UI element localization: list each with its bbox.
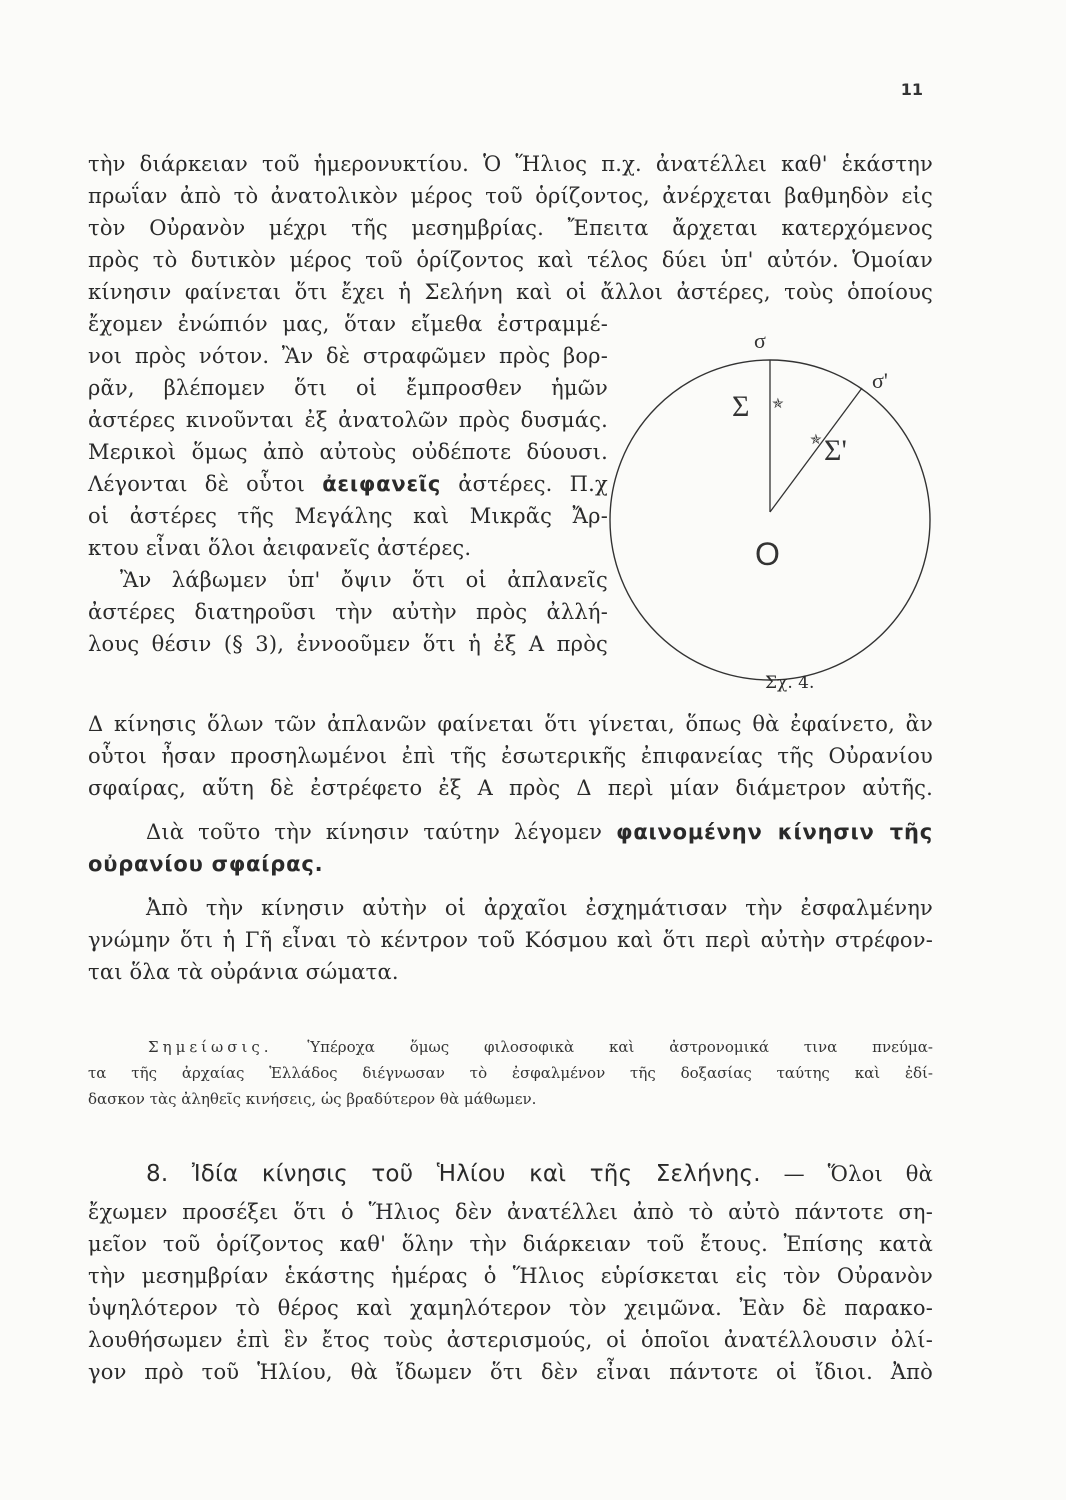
label-S: Σ — [732, 390, 750, 423]
text-line — [88, 470, 608, 498]
text-line: ὑψηλότερον τὸ θέρος καὶ χαμηλότερον τὸν χειμῶνα. Ἐὰν δὲ παρακο- — [88, 1296, 933, 1320]
text-line: οἱ ἀστέρες τῆς Μεγάλης καὶ Μικρᾶς Ἄρ- — [88, 504, 608, 528]
text-line: γνώμην ὅτι ἡ Γῆ εἶναι τὸ κέντρον τοῦ Κόσμου καὶ ὅτι περὶ αὐτὴν στρέφον- — [88, 928, 933, 952]
text-line: πρωΐαν ἀπὸ τὸ ἀνατολικὸν μέρος τοῦ ὁρίζοντος, ἀνέρχεται βαθμηδὸν εἰς — [88, 184, 933, 208]
note-line — [148, 1034, 933, 1060]
text-line: κτου εἶναι ὅλοι ἀειφανεῖς ἀστέρες. — [88, 536, 472, 560]
text-line: ρᾶν, βλέπομεν ὅτι οἱ ἔμπροσθεν ἡμῶν — [88, 376, 608, 400]
term-bold: ἀειφανεῖς — [322, 472, 442, 496]
text-run: — Ὅλοι θὰ — [783, 1162, 933, 1186]
celestial-sphere-figure — [600, 328, 940, 690]
radius-line-rotated — [770, 388, 862, 512]
text-line: λους θέσιν (§ 3), ἐννοοῦμεν ὅτι ἡ ἐξ Α πρὸς — [88, 632, 608, 656]
text-line: τὴν διάρκειαν τοῦ ἡμερονυκτίου. Ὁ Ἥλιος π.χ. ἀνατέλλει καθ' ἑκάστην — [88, 152, 933, 176]
text-line: νοι πρὸς νότον. Ἂν δὲ στραφῶμεν πρὸς βορ- — [88, 344, 608, 368]
note-line: τα τῆς ἀρχαίας Ἑλλάδος διέγνωσαν τὸ ἐσφαλμένον τῆς δοξασίας ταύτης καὶ ἐδί- — [88, 1064, 933, 1082]
page-number: 11 — [900, 80, 923, 99]
term-bold: οὐρανίου σφαίρας. — [88, 852, 324, 876]
text-line: Ἂν λάβωμεν ὑπ' ὄψιν ὅτι οἱ ἀπλανεῖς — [120, 568, 608, 592]
text-line: γον πρὸ τοῦ Ἡλίου, θὰ ἴδωμεν ὅτι δὲν εἶναι πάντοτε οἱ ἴδιοι. Ἀπὸ — [88, 1360, 933, 1384]
star-icon: ✯ — [772, 396, 784, 412]
text-line: τὴν μεσημβρίαν ἑκάστης ἡμέρας ὁ Ἥλιος εὑρίσκεται εἰς τὸν Οὐρανὸν — [88, 1264, 933, 1288]
label-S-prime: Σ' — [824, 434, 847, 467]
text-run: Διὰ τοῦτο τὴν κίνησιν ταύτην λέγομεν — [146, 820, 603, 844]
text-line: μεῖον τοῦ ὁρίζοντος καθ' ὅλην τὴν διάρκειαν τοῦ ἔτους. Ἐπίσης κατὰ — [88, 1232, 933, 1256]
note-line: δασκον τὰς ἀληθεῖς κινήσεις, ὡς βραδύτερον θὰ μάθωμεν. — [88, 1090, 537, 1108]
text-run: Ὑπέροχα ὅμως φιλοσοφικὰ καὶ ἀστρονομικά τινα πνεύμα- — [307, 1038, 933, 1056]
figure-caption: Σχ. 4. — [765, 673, 815, 693]
text-line: ἀστέρες διατηροῦσι τὴν αὐτὴν πρὸς ἀλλή- — [88, 600, 608, 624]
text-line — [146, 818, 933, 846]
text-run: Λέγονται δὲ οὗτοι — [88, 472, 306, 496]
label-O: Ο — [755, 536, 780, 572]
text-line: Δ κίνησις ὅλων τῶν ἀπλανῶν φαίνεται ὅτι γίνεται, ὅπως θὰ ἐφαίνετο, ἂν — [88, 712, 933, 736]
text-line: σφαίρας, αὕτη δὲ ἐστρέφετο ἐξ Α πρὸς Δ περὶ μίαν διάμετρον αὐτῆς. — [88, 776, 933, 800]
label-sigma: σ — [754, 328, 766, 353]
text-line: ται ὅλα τὰ οὐράνια σώματα. — [88, 960, 399, 984]
label-sigma-prime: σ' — [872, 368, 888, 393]
text-line: λουθήσωμεν ἐπὶ ἓν ἔτος τοὺς ἀστερισμούς, οἱ ὁποῖοι ἀνατέλλουσιν ὀλί- — [88, 1328, 933, 1352]
text-line: κίνησιν φαίνεται ὅτι ἔχει ἡ Σελήνη καὶ οἱ ἄλλοι ἀστέρες, τοὺς ὁποίους — [88, 280, 933, 304]
section-heading-line — [146, 1160, 933, 1188]
section-heading: 8. Ἰδία κίνησις τοῦ Ἡλίου καὶ τῆς Σελήνης. — [146, 1161, 761, 1187]
text-line: ἔχομεν ἐνώπιόν μας, ὅταν εἴμεθα ἐστραμμέ- — [88, 312, 608, 336]
text-line: πρὸς τὸ δυτικὸν μέρος τοῦ ὁρίζοντος καὶ τέλος δύει ὑπ' αὐτόν. Ὁμοίαν — [88, 248, 933, 272]
text-line: Ἀπὸ τὴν κίνησιν αὐτὴν οἱ ἀρχαῖοι ἐσχημάτισαν τὴν ἐσφαλμένην — [146, 896, 933, 920]
text-line: ἔχωμεν προσέξει ὅτι ὁ Ἥλιος δὲν ἀνατέλλει ἀπὸ τὸ αὐτὸ πάντοτε ση- — [88, 1200, 933, 1224]
text-line — [88, 850, 323, 878]
text-line: Μερικοὶ ὅμως ἀπὸ αὐτοὺς οὐδέποτε δύουσι. — [88, 440, 608, 464]
text-line: ἀστέρες κινοῦνται ἐξ ἀνατολῶν πρὸς δυσμάς. — [88, 408, 608, 432]
term-bold: φαινομένην κίνησιν τῆς — [616, 820, 933, 844]
star-icon: ✯ — [810, 432, 822, 448]
text-line: οὗτοι ἦσαν προσηλωμένοι ἐπὶ τῆς ἐσωτερικῆς ἐπιφανείας τῆς Οὐρανίου — [88, 744, 933, 768]
text-line: τὸν Οὐρανὸν μέχρι τῆς μεσημβρίας. Ἔπειτα ἄρχεται κατερχόμενος — [88, 216, 933, 240]
text-run: ἀστέρες. Π.χ — [458, 472, 608, 496]
note-label: Σημείωσις. — [148, 1038, 273, 1056]
